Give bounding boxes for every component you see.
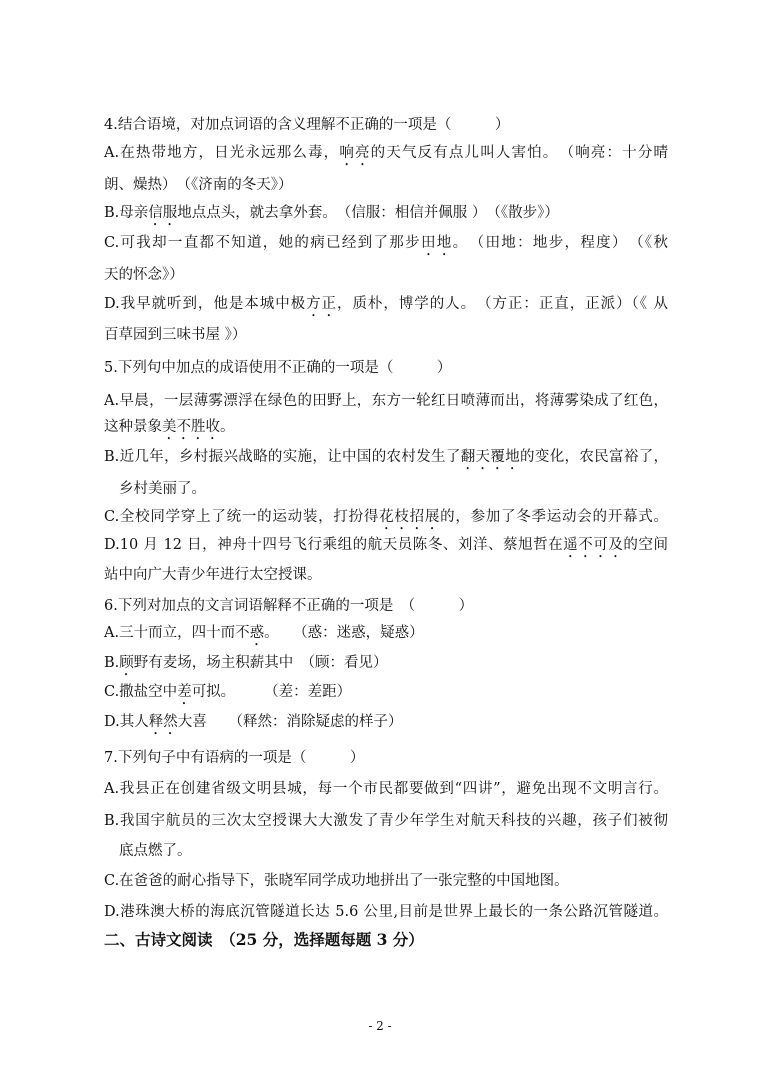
option-line [104,535,668,561]
text-run: 天的怀念》） [104,267,184,283]
option-line [104,712,402,738]
text-run: C.在爸爸的耐心指导下，张晓军同学成功地拼出了一张完整的中国地图。 [104,873,569,889]
option-line [104,391,668,411]
text-run: A.三十而立，四十而不 [104,625,250,641]
option-line [104,294,668,320]
option-line [104,623,424,649]
text-run: 地点点头，就去拿外套。 （信服：相信并佩服 ） （《散步》） [177,205,559,221]
dotted-word: 翻天覆地 [460,449,521,465]
text-run: 百草园到三味书屋 》） [104,327,247,343]
text-run: C.可我却一直都不知道，她的病已经到了那步 [104,235,421,251]
option-line [104,653,388,679]
text-run: 可拟。 （差：差距） [191,684,352,700]
question-stem: 5.下列句中加点的成语使用不正确的一项是（ ） [104,360,452,376]
dotted-word: 花枝招展 [379,509,441,525]
dotted-word: 田地 [420,235,453,251]
text-run: C.撒盐空中 [104,684,178,700]
text-run: B.近几年，乡村振兴战略的实施，让中国的农村发生了 [104,449,461,465]
text-run: 朗、燥热） （《济南的冬天》） [104,177,293,193]
text-run: 大喜 （释然：消除疑虑的样子） [177,714,403,730]
text-run: B. [104,655,120,671]
text-run: 这种景象 [104,419,162,435]
text-run: ，质朴，博学的人。 （方正：正直，正派）（《 从 [337,296,669,312]
dotted-word: 美不胜收 [162,419,220,435]
text-run: 野有麦场，场主积薪其中 （顾：看见） [133,655,388,671]
text-run: D.我早就听到，他是本城中极 [104,296,307,312]
text-run: 。 （田地：地步，程度） （《秋 [452,235,668,251]
text-run: A.我县正在创建省级文明县城，每一个市民都要做到“四讲”，避免出现不文明言行。 [104,781,668,797]
option-line-continued [104,565,322,585]
dotted-word: 遥不可及 [563,537,624,553]
text-run: 的变化，农民富裕了， [520,449,669,465]
option-line [104,203,559,229]
option-line [104,871,569,891]
text-run: C.全校同学穿上了统一的运动装，打扮得 [104,509,380,525]
option-line [104,811,668,831]
text-run: 的天气反有点儿叫人害怕。 （响亮：十分晴 [370,145,669,161]
dotted-word: 顾 [119,655,134,671]
option-line-continued [104,325,246,345]
option-line-continued [119,841,192,861]
text-run: 的空间 [623,537,669,553]
option-line [104,682,351,708]
text-run: A.早晨，一层薄雾漂浮在绿色的田野上，东方一轮红日喷薄而出，将薄雾染成了红色， [104,393,668,409]
question-stem: 4.结合语境，对加点词语的含义理解不正确的一项是（ ） [104,117,510,133]
text-run: 乡村美丽了。 [119,481,206,497]
option-line [104,507,668,533]
option-line-continued [104,417,235,443]
dotted-word: 响亮 [339,145,371,161]
page-number: - 2 - [368,1019,392,1033]
text-run: 站中向广大青少年进行太空授课。 [104,567,322,583]
option-line [104,233,668,259]
dotted-word: 释然 [148,714,178,730]
option-line-continued [119,479,206,499]
text-run: A.在热带地方，日光永远那么毒， [104,145,340,161]
text-run: D.港珠澳大桥的海底沉管隧道长达 5.6 公里,目前是世界上最长的一条公路沉管隧道。 [104,904,668,920]
text-run: 的，参加了冬季运动会的开幕式。 [440,509,669,525]
question-stem: 6.下列对加点的文言词语解释不正确的一项是 （ ） [104,598,474,614]
option-line [104,143,668,169]
option-line [104,779,668,799]
option-line [104,447,668,473]
text-run: 底点燃了。 [119,843,192,859]
text-run: 。 （惑：迷惑，疑惑） [264,625,424,641]
text-run: 。 [220,419,235,435]
text-run: B.母亲 [104,205,149,221]
question-stem: 7.下列句子中有语病的一项是（ ） [104,750,365,766]
section-heading: 二、古诗文阅读 （25 分，选择题每题 3 分） [104,930,424,949]
dotted-word: 惑 [249,625,265,641]
option-line-continued [104,175,293,195]
dotted-word: 方正 [306,296,337,312]
text-run: D.其人 [104,714,149,730]
text-run: D.10 月 12 日，神舟十四号飞行乘组的航天员陈冬、刘洋、蔡旭哲在 [104,537,564,553]
dotted-word: 信服 [148,205,178,221]
option-line-continued [104,265,184,285]
text-run: B.我国宇航员的三次太空授课大大激发了青少年学生对航天科技的兴趣，孩子们被彻 [104,813,668,829]
dotted-word: 差 [177,684,192,700]
option-line [104,902,668,922]
